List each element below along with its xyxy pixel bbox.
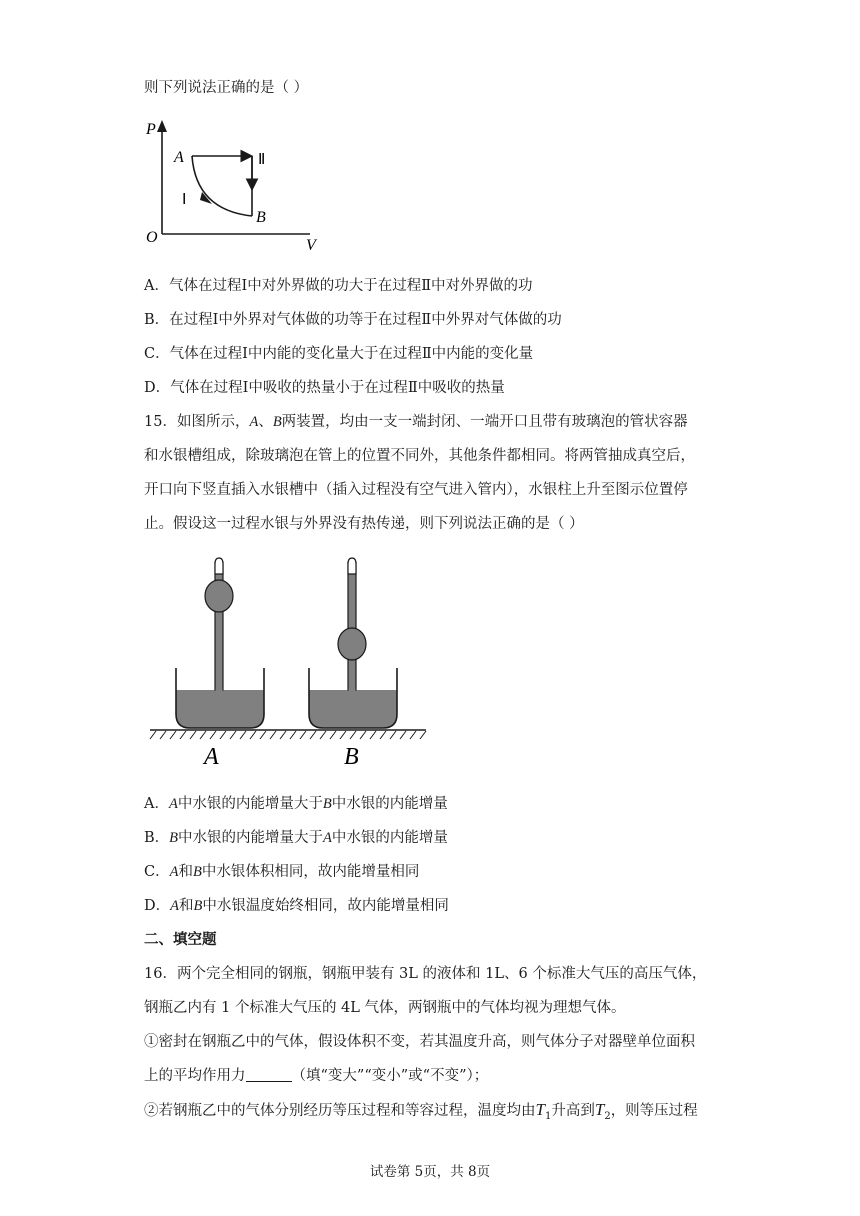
path-1-label: Ⅰ — [182, 192, 187, 208]
q15-line-2: 和水银槽组成，除玻璃泡在管上的位置不同外，其他条件都相同。将两管抽成真空后， — [144, 448, 695, 464]
q15-option-a: A．A中水银的内能增量大于B中水银的内能增量 — [144, 796, 448, 812]
section-heading: 二、填空题 — [144, 931, 217, 948]
answer-blank[interactable] — [246, 1067, 292, 1082]
origin-label: O — [146, 229, 158, 246]
page-footer: 试卷第 5页，共 8页 — [369, 1164, 491, 1180]
path-2-label: Ⅱ — [258, 152, 266, 168]
device-a-label: A — [204, 744, 219, 770]
option-b: B．在过程Ⅰ中外界对气体做的功等于在过程Ⅱ中外界对气体做的功 — [144, 312, 562, 328]
q15-option-d: D．A和B中水银温度始终相同，故内能增量相同 — [144, 898, 449, 914]
point-b-label: B — [256, 209, 266, 226]
axis-p-label: P — [146, 121, 156, 138]
pv-diagram — [140, 118, 330, 253]
q15-line-1: 15．如图所示，A、B两装置，均由一支一端封闭、一端开口且带有玻璃泡的管状容器 — [144, 414, 688, 430]
option-c: C．气体在过程Ⅰ中内能的变化量大于在过程Ⅱ中内能的变化量 — [144, 346, 534, 362]
q15-option-b: B．B中水银的内能增量大于A中水银的内能增量 — [144, 830, 448, 846]
device-a — [176, 558, 264, 728]
q16-line-2: 钢瓶乙内有 1 个标准大气压的 4L 气体，两钢瓶中的气体均视为理想气体。 — [144, 1000, 626, 1016]
device-b — [309, 558, 397, 728]
question-intro: 则下列说法正确的是（ ） — [144, 80, 309, 96]
q16-line-5: ②若钢瓶乙中的气体分别经历等压过程和等容过程，温度均由$T_1$升高到$T_2$，则等压过程 — [144, 1100, 698, 1122]
q16-line-3: ①密封在钢瓶乙中的气体，假设体积不变，若其温度升高，则气体分子对器壁单位面积 — [144, 1034, 695, 1050]
axis-v-label: V — [306, 237, 316, 253]
q15-line-4: 止。假设这一过程水银与外界没有热传递，则下列说法正确的是（ ） — [144, 516, 584, 532]
option-d: D．气体在过程Ⅰ中吸收的热量小于在过程Ⅱ中吸收的热量 — [144, 380, 505, 396]
q15-line-3: 开口向下竖直插入水银槽中（插入过程没有空气进入管内），水银柱上升至图示位置停 — [144, 482, 688, 498]
point-a-label: A — [174, 149, 184, 166]
q16-line-1: 16．两个完全相同的钢瓶，钢瓶甲装有 3L 的液体和 1L、6 个标准大气压的高压气体， — [144, 966, 707, 982]
option-a: A．气体在过程Ⅰ中对外界做的功大于在过程Ⅱ中对外界做的功 — [144, 278, 533, 294]
mercury-tube-figure — [146, 552, 436, 774]
q15-option-c: C．A和B中水银体积相同，故内能增量相同 — [144, 864, 420, 880]
q16-line-4: 上的平均作用力 （填“变大”“变小”或“不变”）； — [144, 1068, 489, 1084]
device-b-label: B — [344, 744, 359, 770]
